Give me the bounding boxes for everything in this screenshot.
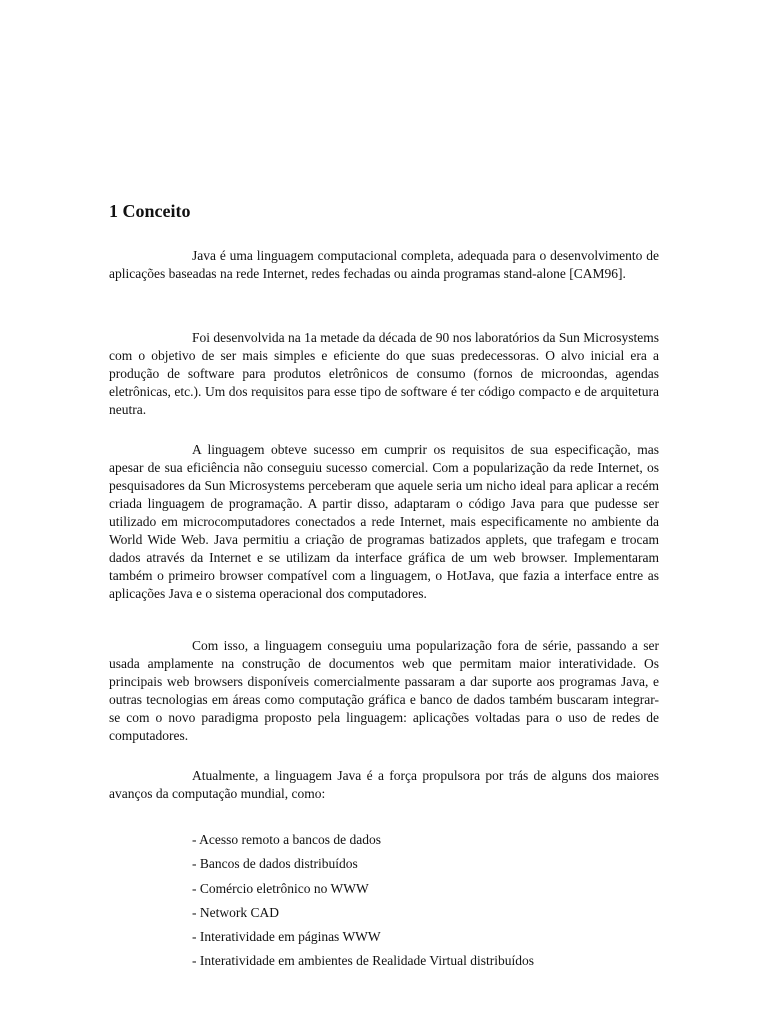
paragraph-current-use: Atualmente, a linguagem Java é a força propulsora por trás de alguns dos maiores avanços da computação mundial, como: xyxy=(109,768,659,801)
list-item: - Interatividade em ambientes de Realidade Virtual distribuídos xyxy=(192,953,534,969)
list-item: - Interatividade em páginas WWW xyxy=(192,929,381,945)
paragraph-definition: Java é uma linguagem computacional completa, adequada para o desenvolvimento de aplicações baseadas na rede Internet, redes fechadas ou ainda programas stand-alone [CAM96]. xyxy=(109,248,659,281)
list-item: - Bancos de dados distribuídos xyxy=(192,856,358,872)
paragraph-history: A linguagem obteve sucesso em cumprir os requisitos de sua especificação, mas apesar de sua eficiência não conseguiu sucesso comercial. Com a popularização da rede Internet, os pesquisadores da Sun Microsystems perceberam que aquele seria um nicho ideal para aplicar a recém criada linguagem de programação. A partir disso, adaptaram o código Java para que pudesse ser utilizado em microcomputadores conectados a rede Internet, mais especificamente no ambiente da World Wide Web. Java permitiu a criação de programas batizados applets, que trafegam e trocam dados através da Internet e se utilizam da interface gráfica de um web browser. Implementaram também o primeiro browser compatível com a linguagem, o HotJava, que fazia a interface entre as aplicações Java e o sistema operacional dos computadores. xyxy=(109,442,659,601)
paragraph-origin: Foi desenvolvida na 1a metade da década de 90 nos laboratórios da Sun Microsystems com o objetivo de ser mais simples e eficiente do que suas predecessoras. O alvo inicial era a produção de software para produtos eletrônicos de consumo (fornos de microondas, agendas eletrônicas, etc.). Um dos requisitos para esse tipo de software é ter código compacto e de arquitetura neutra. xyxy=(109,330,659,417)
list-item: - Network CAD xyxy=(192,904,279,920)
section-heading: 1 Conceito xyxy=(109,201,191,221)
advances-list xyxy=(192,828,534,974)
paragraph-popularization: Com isso, a linguagem conseguiu uma popularização fora de série, passando a ser usada amplamente na construção de documentos web que permitam maior interatividade. Os principais web browsers disponíveis comercialmente passaram a dar suporte aos programas Java, e outras tecnologias em áreas como computação gráfica e banco de dados também buscaram integrar-se com o novo paradigma proposto pela linguagem: aplicações voltadas para o uso de redes de computadores. xyxy=(109,638,659,743)
list-item: - Comércio eletrônico no WWW xyxy=(192,880,369,896)
list-item: - Acesso remoto a bancos de dados xyxy=(192,832,381,847)
